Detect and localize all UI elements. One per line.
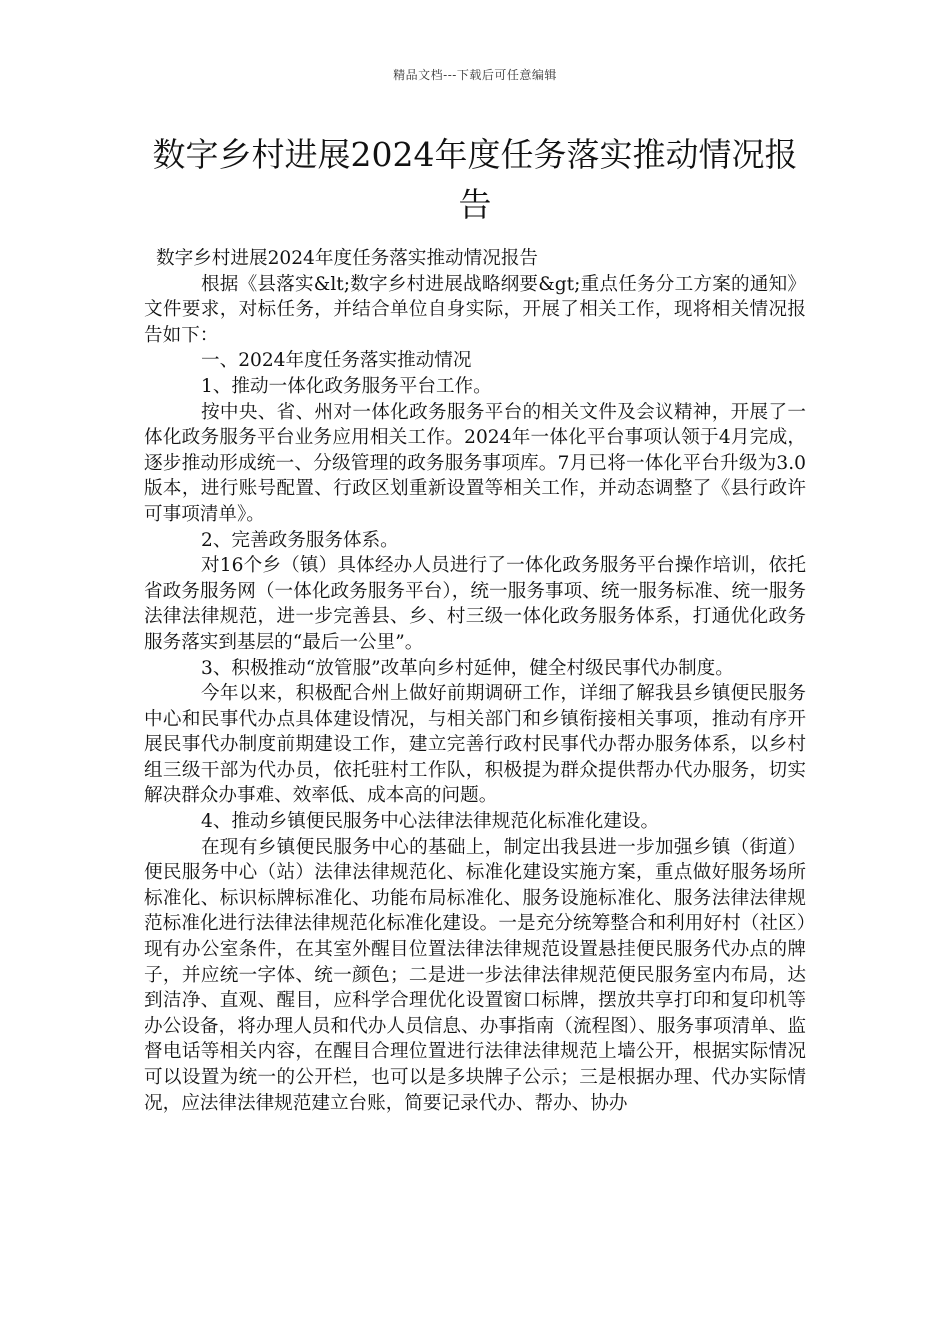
paragraph-3: 今年以来，积极配合州上做好前期调研工作，详细了解我县乡镇便民服务中心和民事代办点具体建设情况，与相关部门和乡镇衔接相关事项，推动有序开展民事代办制度前期建设工作，建立完善行政村民事代办帮办服务体系，以乡村组三级干部为代办员，依托驻村工作队，积极提为群众提供帮办代办服务，切实解决群众办事难、效率低、成本高的问题。 [144, 683, 806, 807]
header-note: 精品文档---下载后可任意编辑 [393, 68, 557, 82]
subheading-1: 1、推动一体化政务服务平台工作。 [201, 375, 492, 397]
section-heading-1: 一、2024年度任务落实推动情况 [201, 350, 472, 372]
paragraph-2: 对16个乡（镇）具体经办人员进行了一体化政务服务平台操作培训，依托省政务服务网（一体化政务服务平台），统一服务事项、统一服务标准、统一服务法律法律规范，进一步完善县、乡、村三级一体化政务服务体系，打通优化政务服务落实到基层的“最后一公里”。 [144, 555, 806, 653]
document-body [144, 246, 806, 1116]
document-title: 数字乡村进展2024年度任务落实推动情况报告 [152, 135, 798, 224]
paragraph-4: 在现有乡镇便民服务中心的基础上，制定出我县进一步加强乡镇（街道）便民服务中心（站）法律法律规范化、标准化建设实施方案，重点做好服务场所标准化、标识标牌标准化、功能布局标准化、服务设施标准化、服务法律法律规范标准化进行法律法律规范化标准化建设。一是充分统筹整合和利用好村（社区）现有办公室条件，在其室外醒目位置法律法律规范设置悬挂便民服务代办点的牌子，并应统一字体、统一颜色；二是进一步法律法律规范便民服务室内布局，达到洁净、直观、醒目，应科学合理优化设置窗口标牌，摆放共享打印和复印机等办公设备，将办理人员和代办人员信息、办事指南（流程图）、服务事项清单、监督电话等相关内容，在醒目合理位置进行法律法律规范上墙公开，根据实际情况可以设置为统一的公开栏，也可以是多块牌子公示；三是根据办理、代办实际情况，应法律法律规范建立台账，简要记录代办、帮办、协办 [144, 836, 806, 1114]
paragraph-1: 按中央、省、州对一体化政务服务平台的相关文件及会议精神，开展了一体化政务服务平台业务应用相关工作。2024年一体化平台事项认领于4月完成，逐步推动形成统一、分级管理的政务服务事项库。7月已将一体化平台升级为3.0版本，进行账号配置、行政区划重新设置等相关工作，并动态调整了《县行政许可事项清单》。 [144, 401, 806, 525]
subheading-3: 3、积极推动“放管服”改革向乡村延伸，健全村级民事代办制度。 [201, 657, 734, 679]
body-heading: 数字乡村进展2024年度任务落实推动情况报告 [156, 248, 539, 269]
subheading-4: 4、推动乡镇便民服务中心法律法律规范化标准化建设。 [201, 811, 660, 833]
paragraph-intro: 根据《县落实&lt;数字乡村进展战略纲要&gt;重点任务分工方案的通知》文件要求，对标任务，并结合单位自身实际，开展了相关工作，现将相关情况报告如下： [144, 273, 806, 346]
subheading-2: 2、完善政务服务体系。 [201, 529, 399, 551]
